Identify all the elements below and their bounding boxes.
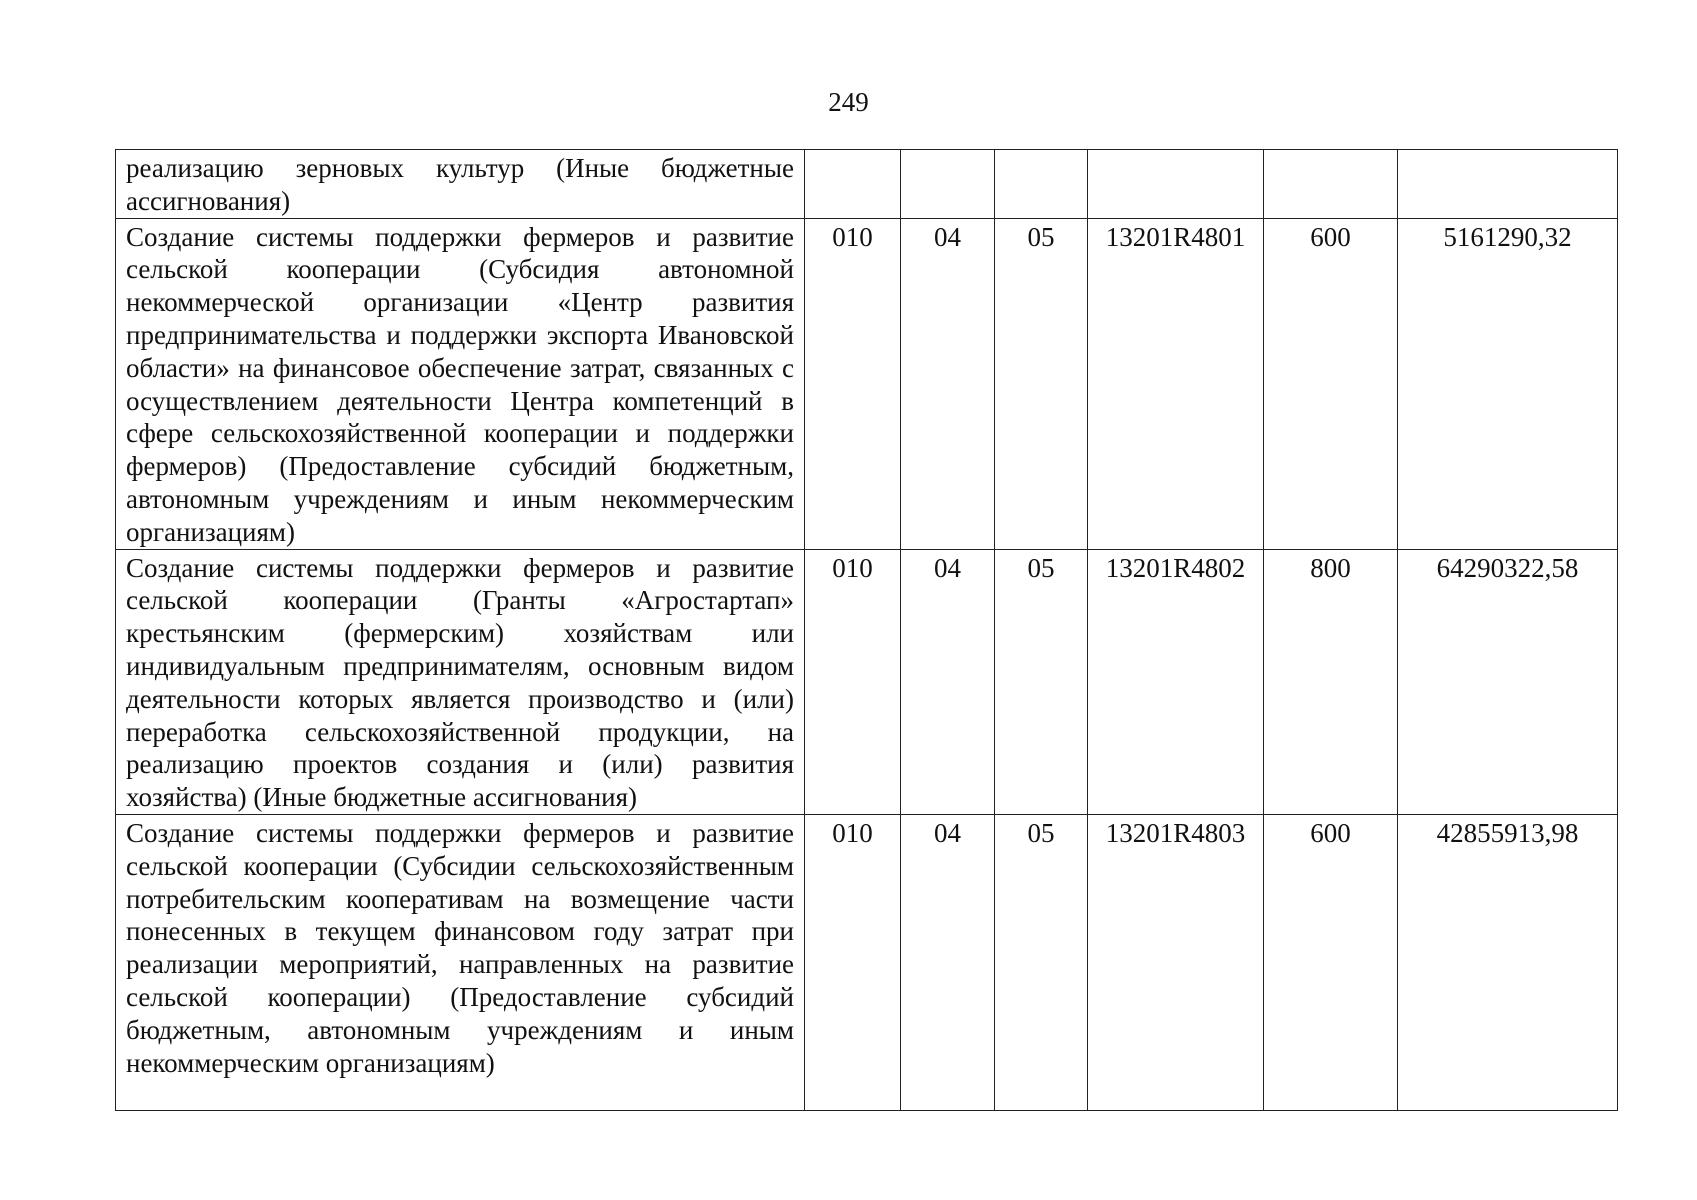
page-number: 249 xyxy=(828,87,869,117)
section-code: 04 xyxy=(901,218,995,549)
budget-table xyxy=(115,149,1618,1111)
row-description: реализацию зерновых культур (Иные бюджетные ассигнования) xyxy=(116,150,805,219)
amount: 42855913,98 xyxy=(1398,814,1618,1110)
table-row xyxy=(116,549,1618,814)
section-code: 04 xyxy=(901,814,995,1110)
row-description: Создание системы поддержки фермеров и развитие сельской кооперации (Субсидии сельскохозяйственным потребительским кооперативам на возмещение части понесенных в текущем финансовом году затрат при реализации мероприятий, направленных на развитие сельской кооперации) (Предоставление субсидий бюджетным, автономным учреждениям и иным некоммерческим организациям) xyxy=(116,814,805,1110)
ministry-code: 010 xyxy=(805,549,901,814)
target-article-code xyxy=(1088,150,1264,219)
target-article-code: 13201R4803 xyxy=(1088,814,1264,1110)
ministry-code: 010 xyxy=(805,814,901,1110)
row-description: Создание системы поддержки фермеров и развитие сельской кооперации (Субсидия автономной некоммерческой организации «Центр развития предпринимательства и поддержки экспорта Ивановской области» на финансовое обеспечение затрат, связанных с осуществлением деятельности Центра компетенций в сфере сельскохозяйственной кооперации и поддержки фермеров) (Предоставление субсидий бюджетным, автономным учреждениям и иным некоммерческим организациям) xyxy=(116,218,805,549)
table-row xyxy=(116,218,1618,549)
section-code: 04 xyxy=(901,549,995,814)
amount xyxy=(1398,150,1618,219)
section-code xyxy=(901,150,995,219)
subsection-code: 05 xyxy=(995,218,1088,549)
subsection-code: 05 xyxy=(995,814,1088,1110)
expense-type-code: 600 xyxy=(1264,814,1398,1110)
target-article-code: 13201R4801 xyxy=(1088,218,1264,549)
subsection-code xyxy=(995,150,1088,219)
subsection-code: 05 xyxy=(995,549,1088,814)
amount: 64290322,58 xyxy=(1398,549,1618,814)
expense-type-code xyxy=(1264,150,1398,219)
table-row xyxy=(116,814,1618,1110)
table-row xyxy=(116,150,1618,219)
ministry-code: 010 xyxy=(805,218,901,549)
target-article-code: 13201R4802 xyxy=(1088,549,1264,814)
expense-type-code: 600 xyxy=(1264,218,1398,549)
row-description: Создание системы поддержки фермеров и развитие сельской кооперации (Гранты «Агростартап» крестьянским (фермерским) хозяйствам или индивидуальным предпринимателям, основным видом деятельности которых является производство и (или) переработка сельскохозяйственной продукции, на реализацию проектов создания и (или) развития хозяйства) (Иные бюджетные ассигнования) xyxy=(116,549,805,814)
ministry-code xyxy=(805,150,901,219)
amount: 5161290,32 xyxy=(1398,218,1618,549)
expense-type-code: 800 xyxy=(1264,549,1398,814)
